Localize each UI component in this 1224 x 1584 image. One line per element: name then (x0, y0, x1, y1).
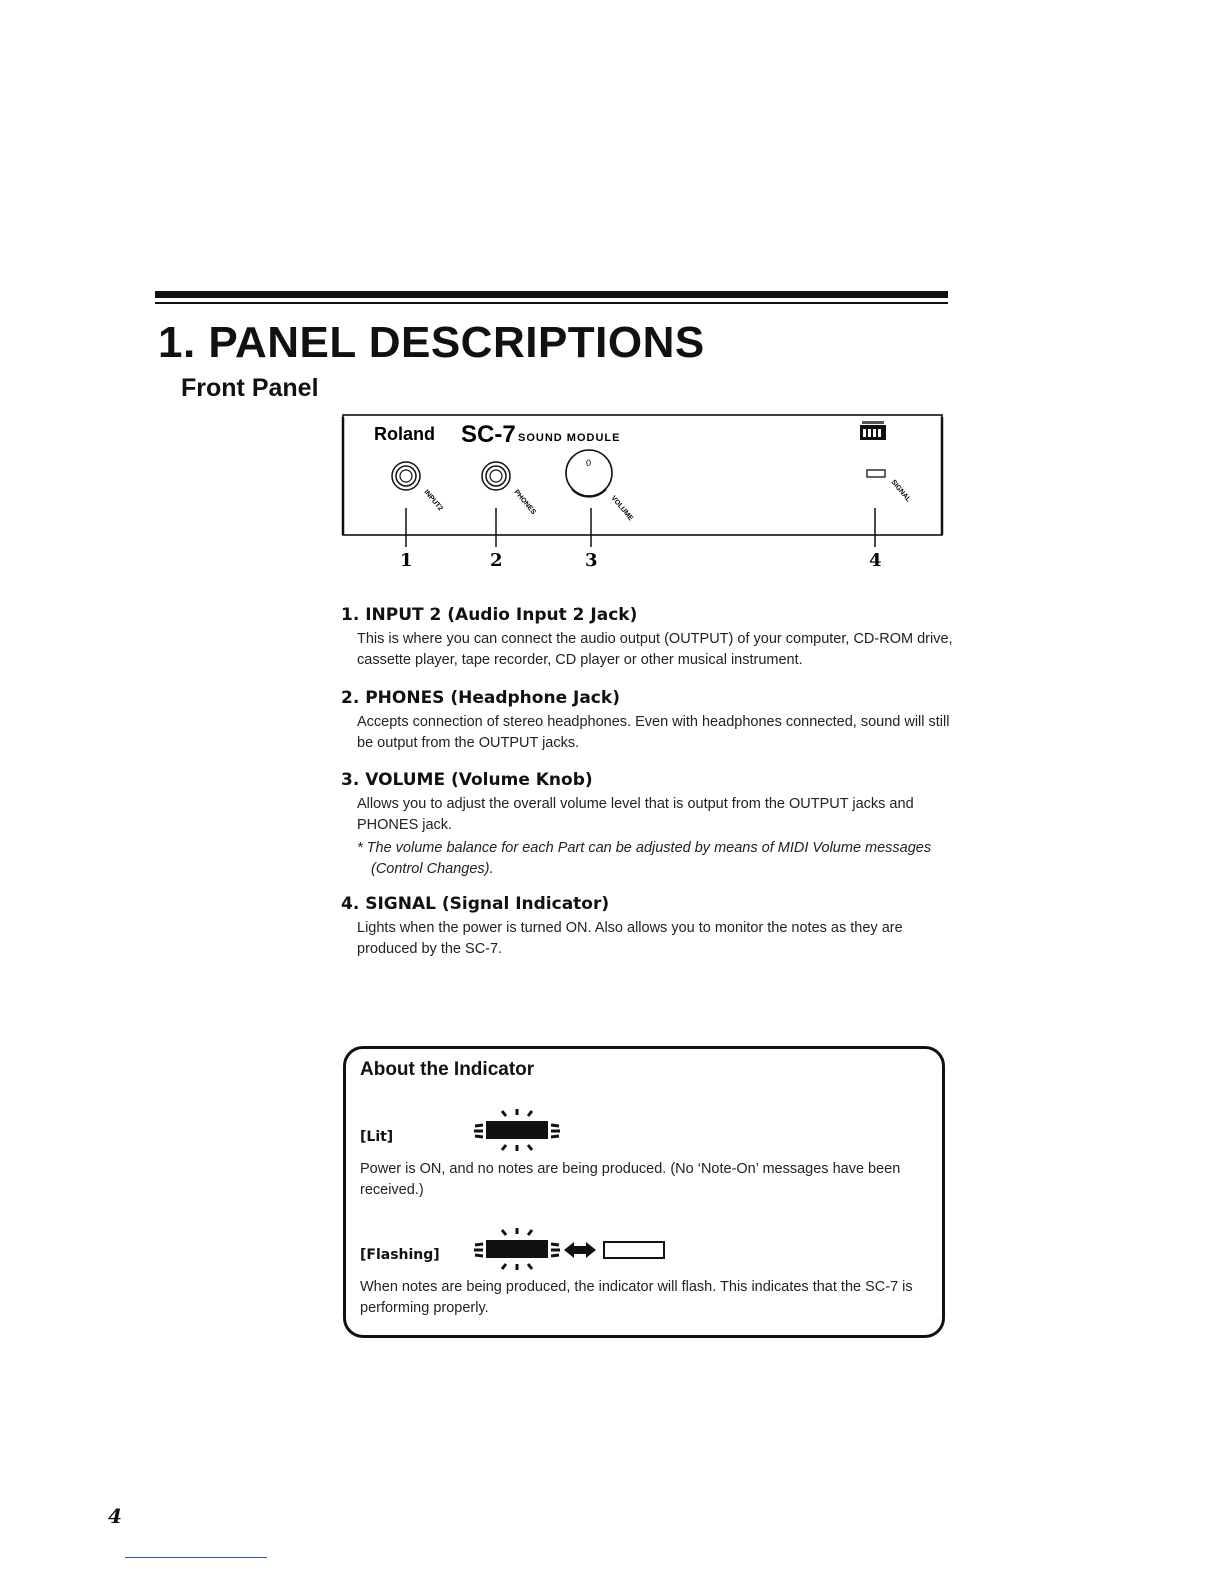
phones-jack-label: PHONES (512, 488, 537, 516)
flashing-description: When notes are being produced, the indicator will flash. This indicates that the SC-7 is performing properly. (360, 1279, 913, 1316)
item-phones (341, 688, 961, 754)
item-text: This is where you can connect the audio output (OUTPUT) of your computer, CD-ROM drive, cassette player, tape recorder, CD player or other musical instrument. (357, 631, 953, 668)
svg-text:0: 0 (586, 458, 592, 468)
item-heading: 4. SIGNAL (Signal Indicator) (341, 894, 610, 914)
input2-jack-label: INPUT2 (422, 488, 444, 513)
lit-indicator-icon (470, 1105, 580, 1155)
signal-label: SIGNAL (889, 478, 912, 504)
callout-number-1: 1 (400, 550, 413, 571)
item-signal (341, 894, 961, 960)
item-text: Lights when the power is turned ON. Also allows you to monitor the notes as they are produced by the SC-7. (357, 920, 903, 957)
item-volume (341, 770, 961, 880)
flashing-indicator-icon (470, 1224, 690, 1274)
page-number: 4 (108, 1504, 122, 1528)
callout-number-3: 3 (585, 550, 598, 571)
item-heading: 3. VOLUME (Volume Knob) (341, 770, 593, 790)
volume-knob-label: VOLUME (609, 494, 635, 523)
model-suffix-label: SOUND MODULE (518, 432, 621, 444)
footer-line (125, 1557, 267, 1558)
item-input2 (341, 605, 961, 671)
item-note: * The volume balance for each Part can be adjusted by means of MIDI Volume messages (Control Changes). (357, 840, 932, 877)
lit-label: [Lit] (360, 1129, 394, 1145)
item-heading: 2. PHONES (Headphone Jack) (341, 688, 620, 708)
brand-label: Roland (374, 424, 435, 444)
about-indicator-box (343, 1046, 945, 1338)
header-rule-thick (155, 291, 948, 298)
flashing-label: [Flashing] (360, 1247, 440, 1263)
midi-logo-icon (860, 421, 886, 440)
front-panel-diagram (340, 412, 945, 572)
model-label: SC-7 (461, 421, 516, 448)
signal-led-icon (867, 470, 885, 477)
header-rule-thin (155, 302, 948, 304)
callout-number-2: 2 (490, 550, 503, 571)
lit-description: Power is ON, and no notes are being produced. (No ‘Note-On’ messages have been received.) (360, 1161, 901, 1198)
page-title: 1. PANEL DESCRIPTIONS (158, 318, 705, 367)
item-heading: 1. INPUT 2 (Audio Input 2 Jack) (341, 605, 638, 625)
about-indicator-title: About the Indicator (360, 1059, 535, 1080)
item-text: Accepts connection of stereo headphones. Even with headphones connected, sound will still be output from the OUTPUT jacks. (357, 714, 950, 751)
section-subtitle: Front Panel (181, 374, 319, 402)
callout-number-4: 4 (869, 550, 882, 571)
item-text: Allows you to adjust the overall volume level that is output from the OUTPUT jacks and PHONES jack. (357, 796, 914, 833)
